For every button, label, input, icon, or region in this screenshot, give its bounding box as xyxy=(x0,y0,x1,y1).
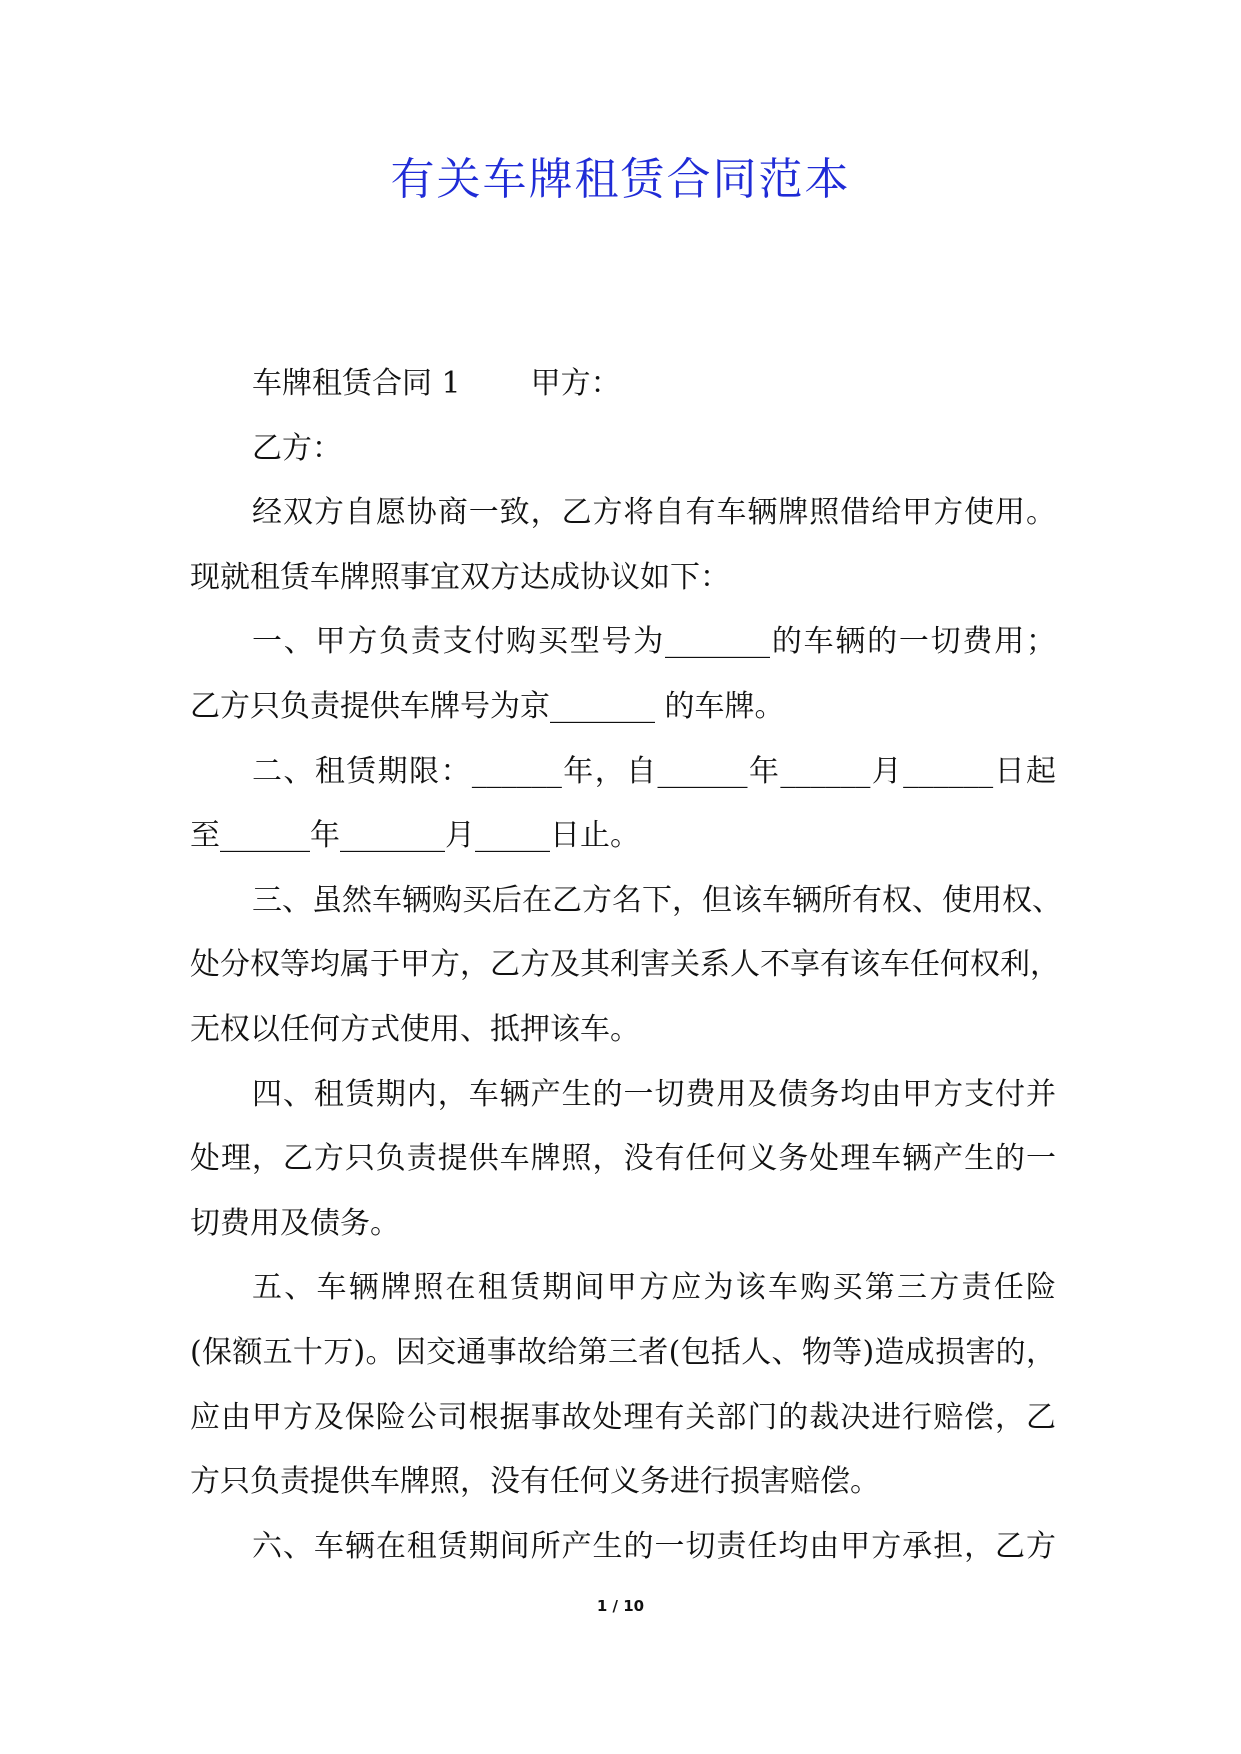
contract-heading-line xyxy=(190,352,1056,417)
clause-5-line: 五、车辆牌照在租赁期间甲方应为该车购买第三方责任险 xyxy=(252,1270,1056,1306)
clause-3-line: 无权以任何方式使用、抵押该车。 xyxy=(190,1011,640,1047)
clause-4-line: 四、租赁期内，车辆产生的一切费用及债务均由甲方支付并 xyxy=(252,1076,1056,1112)
party-b-line xyxy=(190,417,1056,482)
clause-2-line: 二、租赁期限：______年，自______年______月______日起 xyxy=(252,753,1056,789)
clause-5-line: (保额五十万)。因交通事故给第三者(包括人、物等)造成损害的， xyxy=(190,1334,1056,1370)
clause-3-line: 处分权等均属于甲方，乙方及其利害关系人不享有该车任何权利， xyxy=(190,947,1060,983)
clause-4-line: 切费用及债务。 xyxy=(190,1205,400,1241)
party-b-label: 乙方： xyxy=(252,430,342,466)
clause-2-line: 至______年_______月_____日止。 xyxy=(190,818,640,854)
contract-body xyxy=(190,352,1062,1579)
clause-3-line: 三、虽然车辆购买后在乙方名下，但该车辆所有权、使用权、 xyxy=(252,882,1062,918)
document-title: 有关车牌租赁合同范本 xyxy=(390,154,851,205)
clause-5-line: 应由甲方及保险公司根据事故处理有关部门的裁决进行赔偿，乙 xyxy=(190,1399,1056,1435)
clause-1-line: 一、甲方负责支付购买型号为_______的车辆的一切费用； xyxy=(252,624,1056,660)
page-number: 1 / 10 xyxy=(596,1597,645,1615)
paragraph-line: 经双方自愿协商一致，乙方将自有车辆牌照借给甲方使用。 xyxy=(252,495,1056,531)
contract-heading: 车牌租赁合同 1 xyxy=(252,366,461,401)
clause-1-line: 乙方只负责提供车牌号为京_______ 的车牌。 xyxy=(190,688,785,724)
clause-5-line: 方只负责提供车牌照，没有任何义务进行损害赔偿。 xyxy=(190,1464,880,1500)
clause-6-line: 六、车辆在租赁期间所产生的一切责任均由甲方承担，乙方 xyxy=(252,1528,1056,1564)
paragraph-line: 现就租赁车牌照事宜双方达成协议如下： xyxy=(190,559,730,595)
clause-4-line: 处理，乙方只负责提供车牌照，没有任何义务处理车辆产生的一 xyxy=(190,1141,1056,1177)
party-a-label: 甲方： xyxy=(530,366,621,401)
